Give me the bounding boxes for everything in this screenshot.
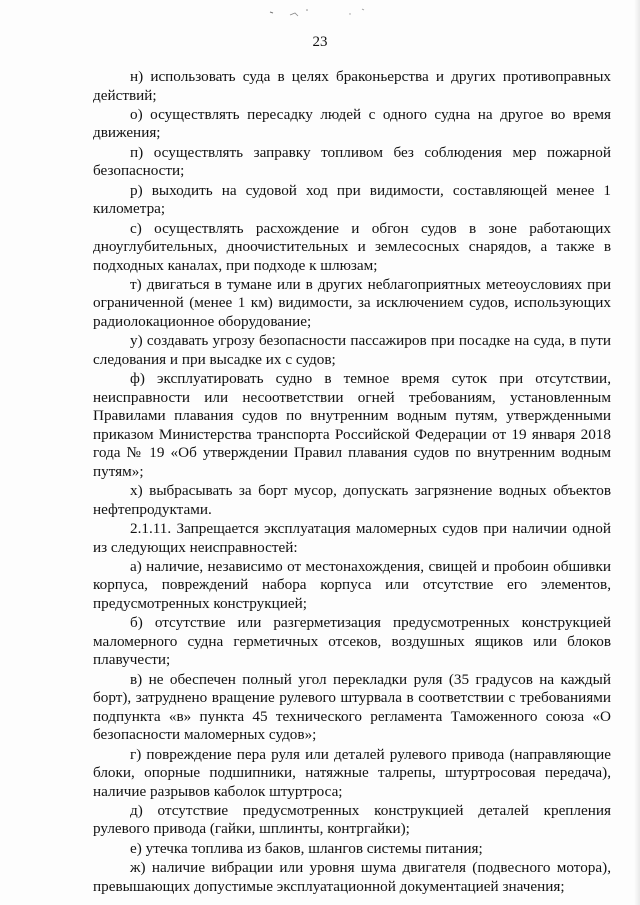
clause-o: о) осуществлять пересадку людей с одного судна на другое во время движения; — [93, 105, 611, 142]
clause-f: ф) эксплуатировать судно в темное время суток при отсутствии, неисправности или несоответствии огней требованиям, установленным Правилами плавания судов по внутренним водным путям, утвержденными приказом Министерства транспорта Российской Федерации от 19 января 2018 года № 19 «Об утверждении Правил плавания судов по внутренним водным путям»; — [93, 370, 611, 480]
defect-v: в) не обеспечен полный угол перекладки руля (35 градусов на каждый борт), затруднено вращение рулевого штурвала в соответствии с требованиями подпункта «в» пункта 45 технического регламента Таможенного союза «О безопасности маломерных судов»; — [93, 670, 611, 744]
defect-zh: ж) наличие вибрации или уровня шума двигателя (подвесного мотора), превышающих допустимые эксплуатационной документацией значения; — [93, 859, 611, 895]
clause-p: п) осуществлять заправку топливом без соблюдения мер пожарной безопасности; — [93, 143, 611, 180]
clause-kh: х) выбрасывать за борт мусор, допускать загрязнение водных объектов нефтепродуктами. — [93, 482, 611, 518]
page-number: 23 — [312, 34, 328, 50]
defect-b: б) отсутствие или разгерметизация предусмотренных конструкцией маломерного судна герметичных отсеков, воздушных ящиков или блоков плавучести; — [93, 614, 611, 669]
document-body — [93, 68, 611, 897]
section-2-1-11: 2.1.11. Запрещается эксплуатация маломерных судов при наличии одной из следующих неисправностей: — [93, 520, 611, 556]
clause-t: т) двигаться в тумане или в других неблагоприятных метеоусловиях при ограниченной (менее 1 км) видимости, за исключением судов, использующих радиолокационное оборудование; — [93, 275, 611, 330]
defect-g: г) повреждение пера руля или деталей рулевого привода (направляющие блоки, опорные подшипники, натяжные талрепы, штуртросовая передача), наличие разрывов каболок штуртроса; — [93, 745, 611, 800]
scan-edge-shadow — [634, 0, 640, 905]
defect-e: е) утечка топлива из баков, шлангов системы питания; — [130, 839, 483, 857]
clause-u: у) создавать угрозу безопасности пассажиров при посадке на суда, в пути следования и при высадке их с судов; — [93, 332, 611, 368]
clause-n: н) использовать суда в целях браконьерства и других противоправных действий; — [93, 68, 611, 104]
defect-a: а) наличие, независимо от местонахождения, свищей и пробоин обшивки корпуса, повреждений набора корпуса или отсутствие его элементов, предусмотренных конструкцией; — [93, 557, 611, 612]
scan-specks — [262, 6, 382, 20]
clause-s: с) осуществлять расхождение и обгон судов в зоне работающих дноуглубительных, дноочистительных и землесосных снарядов, а также в подходных каналах, при подходе к шлюзам; — [93, 219, 611, 274]
defect-d: д) отсутствие предусмотренных конструкцией деталей крепления рулевого привода (гайки, шплинты, контргайки); — [93, 801, 611, 838]
clause-r: р) выходить на судовой ход при видимости, составляющей менее 1 километра; — [93, 181, 611, 218]
